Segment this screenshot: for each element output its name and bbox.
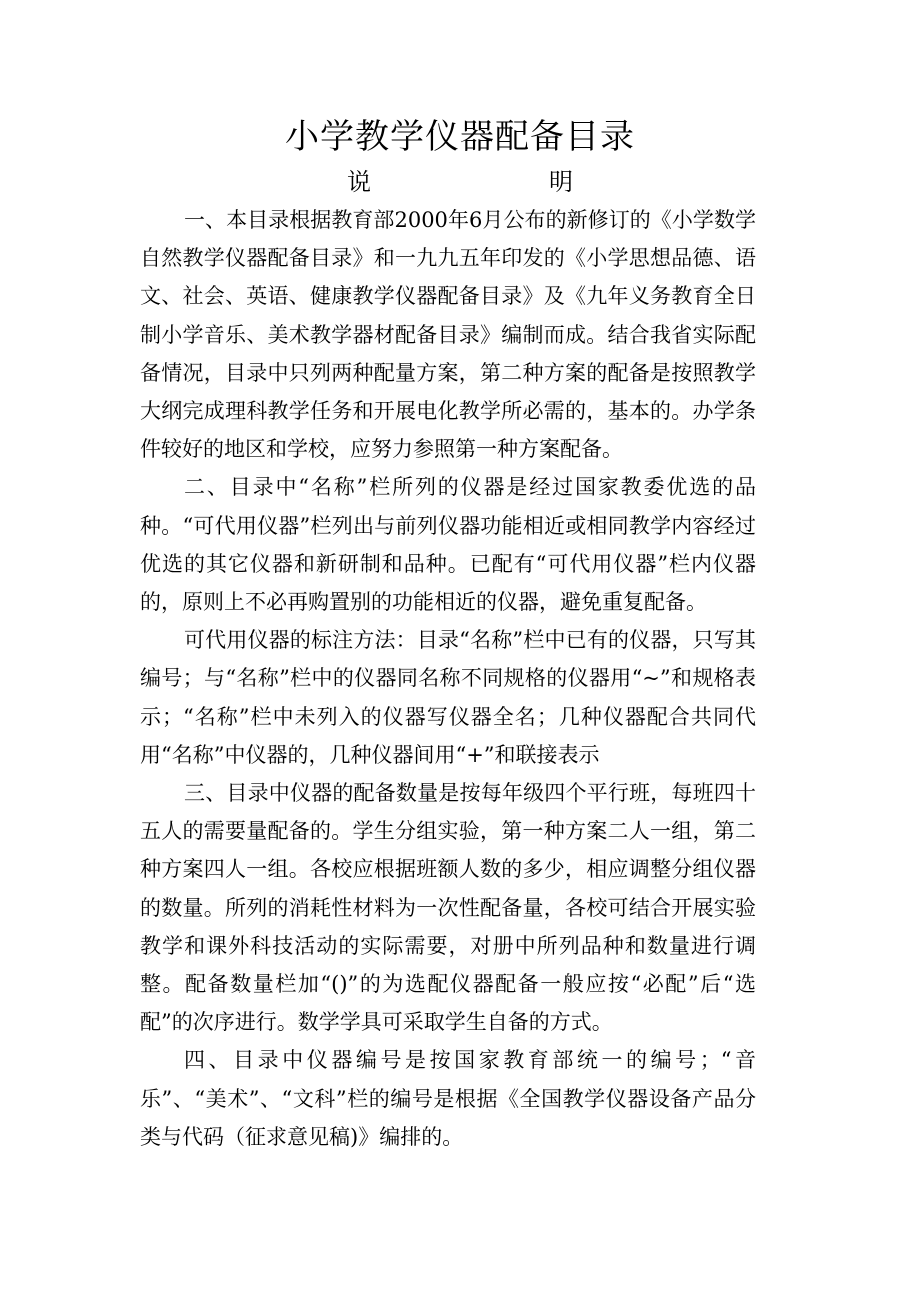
paragraph-2: 二、目录中“名称”栏所列的仪器是经过国家教委优选的品种。“可代用仪器”栏列出与前列仪器功能相近或相同教学内容经过优选的其它仪器和新研制和品种。已配有“可代用仪器”栏内仪器的，原则上不必再购置别的功能相近的仪器，避免重复配备。 <box>140 475 756 615</box>
document-body <box>140 201 756 1156</box>
section-heading <box>0 162 920 202</box>
section-heading-left: 说 <box>347 168 371 196</box>
document-title: 小学教学仪器配备目录 <box>285 117 635 157</box>
paragraph-5: 四、目录中仪器编号是按国家教育部统一的编号；“音乐”、“美术”、“文科”栏的编号是根据《全国教学仪器设备产品分类与代码（征求意见稿)》编排的。 <box>140 1048 756 1149</box>
section-heading-right: 明 <box>549 168 573 196</box>
paragraph-4: 三、目录中仪器的配备数量是按每年级四个平行班，每班四十五人的需要量配备的。学生分组实验，第一种方案二人一组，第二种方案四人一组。各校应根据班额人数的多少，相应调整分组仪器的数量。所列的消耗性材料为一次性配备量，各校可结合开展实验教学和课外科技活动的实际需要，对册中所列品种和数量进行调整。配备数量栏加“()”的为选配仪器配备一般应按“必配”后“选配”的次序进行。数学学具可采取学生自备的方式。 <box>140 781 756 1035</box>
paragraph-3: 可代用仪器的标注方法：目录“名称”栏中已有的仪器，只写其编号；与“名称”栏中的仪器同名称不同规格的仪器用“~”和规格表示；“名称”栏中未列入的仪器写仪器全名；几种仪器配合共同代用“名称”中仪器的，几种仪器间用“+”和联接表示 <box>140 628 756 767</box>
paragraph-1: 一、本目录根据教育部2000年6月公布的新修订的《小学数学自然教学仪器配备目录》和一九九五年印发的《小学思想品德、语文、社会、英语、健康教学仪器配备目录》及《九年义务教育全日制小学音乐、美术教学器材配备目录》编制而成。结合我省实际配备情况，目录中只列两种配量方案，第二种方案的配备是按照教学大纲完成理科教学任务和开展电化教学所必需的，基本的。办学条件较好的地区和学校，应努力参照第一种方案配备。 <box>140 208 756 462</box>
